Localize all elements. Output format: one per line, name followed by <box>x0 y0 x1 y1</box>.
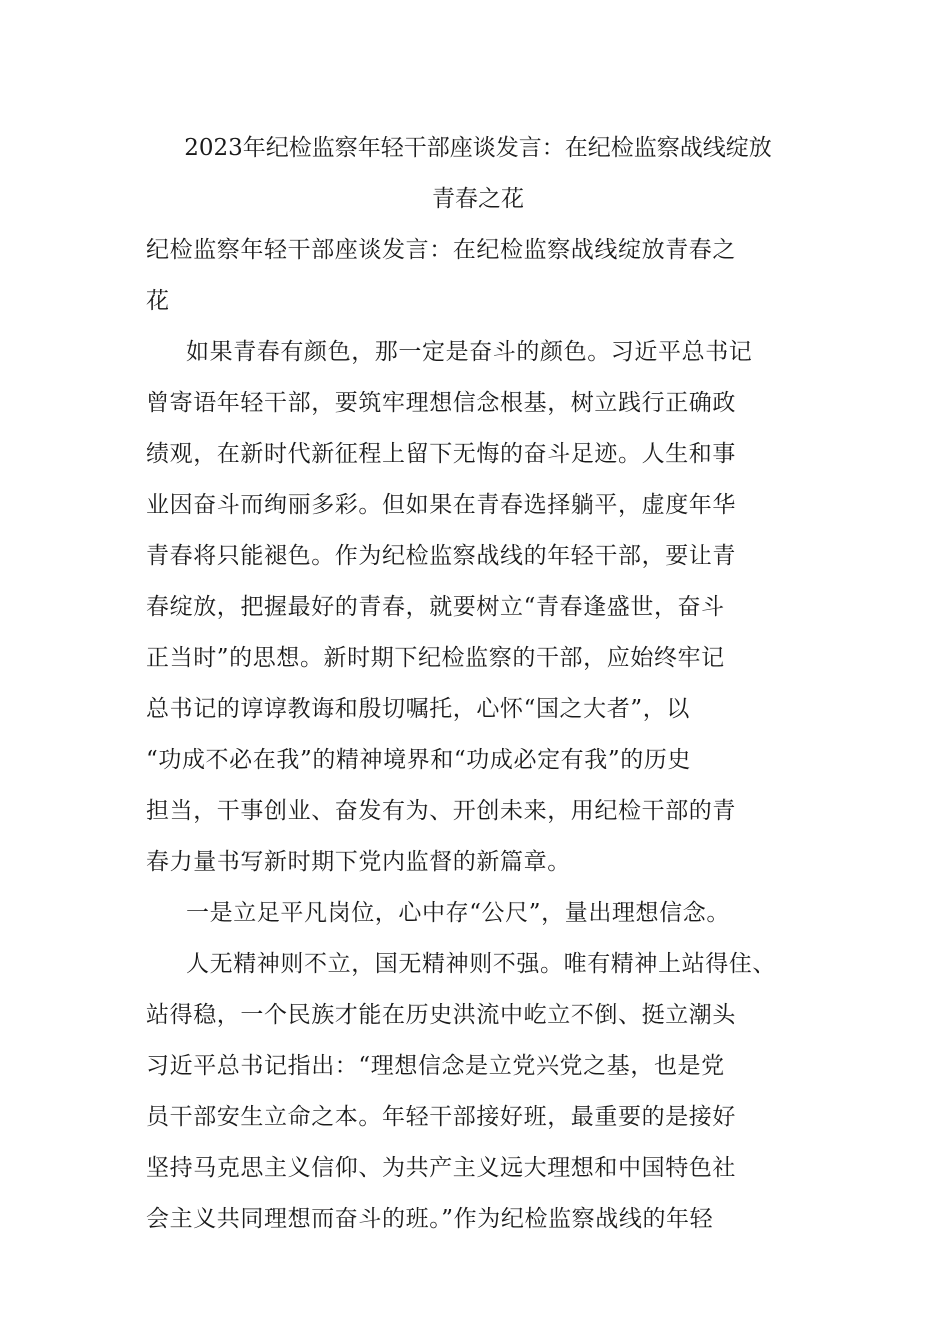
paragraph2-line: 会主义共同理想而奋斗的班。”作为纪检监察战线的年轻 <box>146 1206 714 1232</box>
paragraph1-line: “功成不必在我”的精神境界和“功成必定有我”的历史 <box>146 747 692 773</box>
paragraph1-line: 业因奋斗而绚丽多彩。但如果在青春选择躺平，虚度年华 <box>146 492 736 518</box>
subtitle-line-2: 花 <box>146 288 170 314</box>
paragraph1-line: 绩观，在新时代新征程上留下无悔的奋斗足迹。人生和事 <box>146 441 736 467</box>
paragraph1-line: 春力量书写新时期下党内监督的新篇章。 <box>146 849 571 875</box>
paragraph1-line: 如果青春有颜色，那一定是奋斗的颜色。习近平总书记 <box>186 339 753 365</box>
paragraph1-line: 青春将只能褪色。作为纪检监察战线的年轻干部，要让青 <box>146 543 736 569</box>
paragraph1-line: 春绽放，把握最好的青春，就要树立“青春逢盛世，奋斗 <box>146 594 725 620</box>
paragraph2-line: 员干部安生立命之本。年轻干部接好班，最重要的是接好 <box>146 1104 736 1130</box>
paragraph2-line: 人无精神则不立，国无精神则不强。唯有精神上站得住、 <box>186 951 776 977</box>
paragraph1-line: 总书记的谆谆教诲和殷切嘱托，心怀“国之大者”，以 <box>146 696 690 722</box>
paragraph1-line: 担当，干事创业、奋发有为、开创未来，用纪检干部的青 <box>146 798 736 824</box>
paragraph1-line: 正当时”的思想。新时期下纪检监察的干部，应始终牢记 <box>146 645 725 671</box>
paragraph2-line: 站得稳，一个民族才能在历史洪流中屹立不倒、挺立潮头 <box>146 1002 736 1028</box>
document-title-line-1: 2023年纪检监察年轻干部座谈发言：在纪检监察战线绽放 <box>184 135 772 161</box>
paragraph2-line: 习近平总书记指出：“理想信念是立党兴党之基，也是党 <box>146 1053 725 1079</box>
subtitle-line-1: 纪检监察年轻干部座谈发言：在纪检监察战线绽放青春之 <box>146 237 736 263</box>
paragraph2-line: 坚持马克思主义信仰、为共产主义远大理想和中国特色社 <box>146 1155 736 1181</box>
paragraph1-line: 曾寄语年轻干部，要筑牢理想信念根基，树立践行正确政 <box>146 390 736 416</box>
section-heading-1: 一是立足平凡岗位，心中存“公尺”，量出理想信念。 <box>186 900 730 926</box>
document-title-line-2: 青春之花 <box>432 186 524 212</box>
